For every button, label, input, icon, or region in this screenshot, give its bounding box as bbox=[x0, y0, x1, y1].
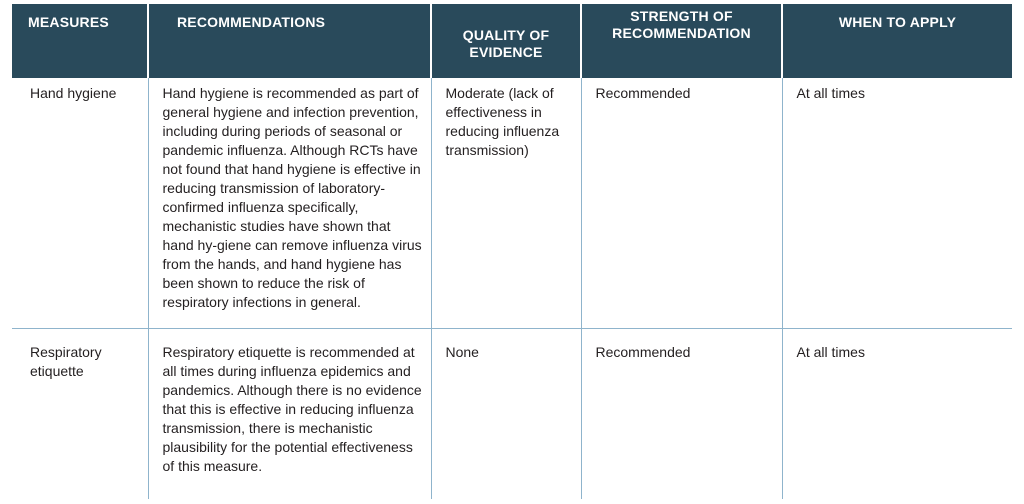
cell-quality bbox=[431, 78, 581, 329]
quality-text: Moderate (lack of effectiveness in reducing influenza transmission) bbox=[445, 85, 560, 158]
quality-text: None bbox=[445, 344, 479, 360]
cell-recommendation bbox=[148, 78, 431, 329]
recommendations-table bbox=[12, 4, 1012, 499]
cell-measure bbox=[12, 78, 148, 329]
cell-when bbox=[782, 329, 1012, 500]
cell-when bbox=[782, 78, 1012, 329]
recommendation-text: Respiratory etiquette is recommended at all times during influenza epidemics and pandemics. Although there is no evidence that this is effective in reducing influenza transmission, there is mechanistic plausibility for the potential effectiveness of this measure. bbox=[162, 344, 422, 474]
header-measures: MEASURES bbox=[12, 4, 148, 78]
cell-quality bbox=[431, 329, 581, 500]
table-header bbox=[12, 4, 1012, 78]
header-row bbox=[12, 4, 1012, 78]
strength-text: Recommended bbox=[595, 85, 691, 101]
recommendation-text: Hand hygiene is recommended as part of general hygiene and infection prevention, including during periods of seasonal or pandemic influenza. Although RCTs have not found that hand hygiene is effective in reducing transmission of laboratory-confirmed influenza specifically, mechanistic studies have shown that hand hy-giene can remove influenza virus from the hands, and hand hygiene has been shown to reduce the risk of respiratory infections in general. bbox=[162, 85, 422, 310]
when-text: At all times bbox=[796, 344, 865, 360]
table-body bbox=[12, 78, 1012, 499]
measure-text: Hand hygiene bbox=[30, 85, 117, 101]
measure-text: Respiratory etiquette bbox=[30, 344, 102, 379]
header-recommendations: RECOMMENDATIONS bbox=[148, 4, 431, 78]
cell-measure bbox=[12, 329, 148, 500]
header-quality-of-evidence: QUALITY OF EVIDENCE bbox=[431, 4, 581, 78]
header-when-to-apply: WHEN TO APPLY bbox=[782, 4, 1012, 78]
table-row bbox=[12, 329, 1012, 500]
strength-text: Recommended bbox=[595, 344, 691, 360]
table-row bbox=[12, 78, 1012, 329]
cell-strength bbox=[581, 329, 782, 500]
cell-recommendation bbox=[148, 329, 431, 500]
cell-strength bbox=[581, 78, 782, 329]
header-strength-of-recommendation: STRENGTH OF RECOMMENDATION bbox=[581, 4, 782, 78]
when-text: At all times bbox=[796, 85, 865, 101]
